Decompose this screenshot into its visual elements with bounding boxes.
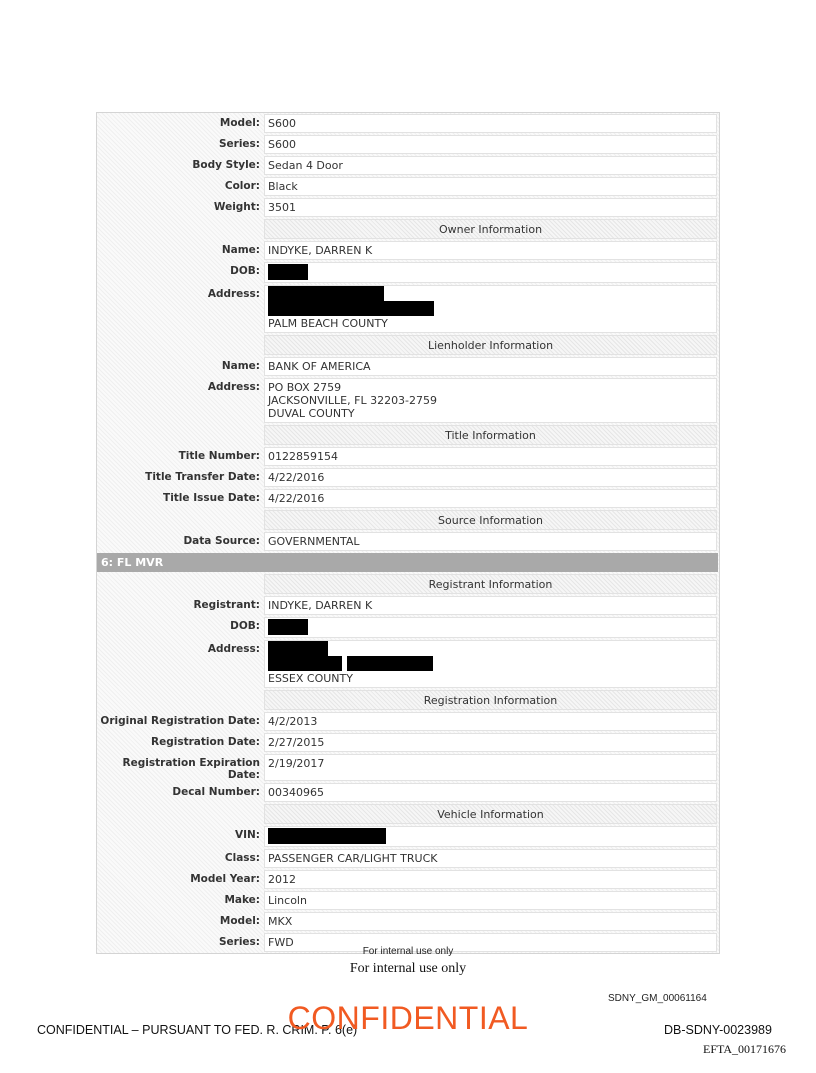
field-label: Name:	[221, 244, 260, 256]
field-row-lienholder-name	[98, 357, 717, 376]
field-value: BANK OF AMERICA	[264, 357, 717, 376]
field-row-owner-dob	[98, 262, 717, 283]
field-row-color	[98, 177, 717, 196]
field-row-data-source	[98, 532, 717, 551]
field-row-owner-name	[98, 241, 717, 260]
field-value	[264, 378, 717, 423]
field-label: Title Transfer Date:	[145, 471, 260, 483]
field-row-body-style	[98, 156, 717, 175]
section-heading-owner: Owner Information	[264, 219, 717, 239]
redacted-line	[268, 301, 713, 316]
field-row-original-registration-date	[98, 712, 717, 731]
field-label: Series:	[218, 936, 260, 948]
field-row-title-transfer-date	[98, 468, 717, 487]
field-value: 0122859154	[264, 447, 717, 466]
address-line: JACKSONVILLE, FL 32203-2759	[268, 394, 438, 407]
field-label: Address:	[207, 381, 260, 393]
field-value: INDYKE, DARREN K	[264, 241, 717, 260]
field-value: FWD	[264, 933, 717, 952]
field-value: INDYKE, DARREN K	[264, 596, 717, 615]
field-row-title-number	[98, 447, 717, 466]
field-row-registrant-address	[98, 640, 717, 688]
redacted-line	[268, 656, 713, 671]
field-label: Data Source:	[183, 535, 260, 547]
field-row-registrant	[98, 596, 717, 615]
field-value: Lincoln	[264, 891, 717, 910]
redaction-box	[268, 301, 434, 316]
field-value: 2012	[264, 870, 717, 889]
field-row-decal-number	[98, 783, 717, 802]
field-label: Series:	[218, 138, 260, 150]
address-county: PALM BEACH COUNTY	[268, 317, 388, 330]
redacted-line	[268, 641, 713, 656]
field-label: Title Issue Date:	[163, 492, 260, 504]
field-value: 4/22/2016	[264, 489, 717, 508]
internal-use-note-small: For internal use only	[362, 946, 454, 957]
section-heading-vehicle: Vehicle Information	[264, 804, 717, 824]
field-label: Registration Expiration Date:	[122, 757, 260, 781]
field-label: Make:	[224, 894, 260, 906]
field-label: VIN:	[234, 829, 260, 841]
redaction-box	[268, 619, 308, 635]
field-row-owner-address	[98, 285, 717, 333]
field-value	[264, 617, 717, 638]
field-row-registrant-dob	[98, 617, 717, 638]
field-row-class	[98, 849, 717, 868]
field-value	[264, 640, 717, 688]
redaction-box	[268, 264, 308, 280]
field-row-model-year	[98, 870, 717, 889]
field-label: Weight:	[213, 201, 260, 213]
field-value: PASSENGER CAR/LIGHT TRUCK	[264, 849, 717, 868]
address-line: PO BOX 2759	[268, 381, 342, 394]
field-label: Color:	[224, 180, 260, 192]
field-row-title-issue-date	[98, 489, 717, 508]
field-value: 3501	[264, 198, 717, 217]
internal-use-note-large: For internal use only	[349, 961, 467, 976]
section-heading-source: Source Information	[264, 510, 717, 530]
field-value: GOVERNMENTAL	[264, 532, 717, 551]
field-row-vin	[98, 826, 717, 847]
section-heading-registration: Registration Information	[264, 690, 717, 710]
field-label: Original Registration Date:	[100, 715, 260, 727]
field-value: 4/22/2016	[264, 468, 717, 487]
field-row-make	[98, 891, 717, 910]
redaction-box	[268, 286, 384, 301]
field-value: 2/27/2015	[264, 733, 717, 752]
field-label: Model:	[219, 915, 260, 927]
field-label: Body Style:	[192, 159, 260, 171]
field-value: 2/19/2017	[264, 754, 717, 781]
field-label: Model Year:	[190, 873, 260, 885]
field-value: S600	[264, 114, 717, 133]
field-label: Address:	[207, 643, 260, 655]
field-label: Model:	[219, 117, 260, 129]
field-value: MKX	[264, 912, 717, 931]
bates-number-db: DB-SDNY-0023989	[664, 1023, 772, 1037]
field-row-model	[98, 114, 717, 133]
field-row-lienholder-address	[98, 378, 717, 423]
field-label: DOB:	[230, 620, 260, 632]
field-row-series	[98, 135, 717, 154]
section-heading-title: Title Information	[264, 425, 717, 445]
field-row-weight	[98, 198, 717, 217]
field-label: Registrant:	[193, 599, 260, 611]
field-label: DOB:	[230, 265, 260, 277]
field-value: Sedan 4 Door	[264, 156, 717, 175]
redaction-box	[268, 656, 342, 671]
confidential-stamp: CONFIDENTIAL	[287, 1000, 529, 1036]
field-value	[264, 285, 717, 333]
field-value	[264, 262, 717, 283]
field-row-registration-expiration-date	[98, 754, 717, 781]
section-heading-lienholder: Lienholder Information	[264, 335, 717, 355]
redaction-box	[268, 828, 386, 844]
bates-number-efta: EFTA_00171676	[703, 1042, 787, 1056]
field-value: S600	[264, 135, 717, 154]
confidentiality-notice: CONFIDENTIAL – PURSUANT TO FED. R. CRIM. P. 6(e)	[37, 1023, 358, 1037]
field-label: Registration Date:	[151, 736, 260, 748]
bates-number-sdny-gm: SDNY_GM_00061164	[608, 993, 707, 1004]
field-value: 00340965	[264, 783, 717, 802]
field-value: 4/2/2013	[264, 712, 717, 731]
address-line: DUVAL COUNTY	[268, 407, 355, 420]
field-label: Name:	[221, 360, 260, 372]
field-row-registration-date	[98, 733, 717, 752]
field-value	[264, 826, 717, 847]
redacted-line	[268, 286, 713, 301]
redaction-box	[347, 656, 433, 671]
field-label: Address:	[207, 288, 260, 300]
report-table	[96, 112, 720, 954]
field-row-vehicle-model	[98, 912, 717, 931]
field-label: Decal Number:	[172, 786, 260, 798]
record-header: 6: FL MVR	[97, 553, 718, 572]
address-county: ESSEX COUNTY	[268, 672, 353, 685]
redaction-box	[268, 641, 328, 656]
section-heading-registrant: Registrant Information	[264, 574, 717, 594]
field-value: Black	[264, 177, 717, 196]
field-label: Class:	[224, 852, 260, 864]
field-label: Title Number:	[178, 450, 260, 462]
